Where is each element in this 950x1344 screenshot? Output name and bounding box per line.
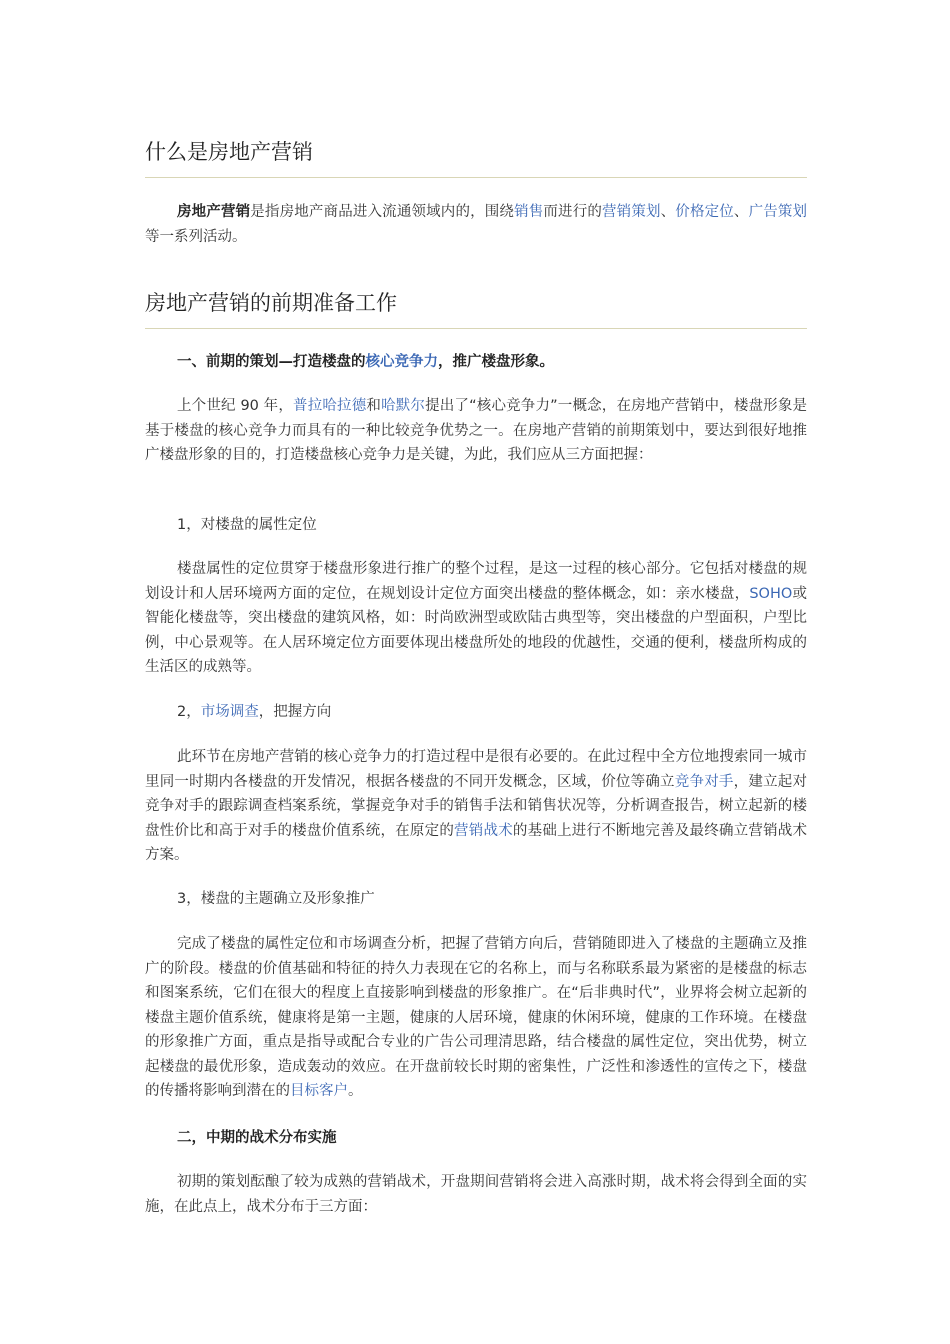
text: ，把握方向 [258, 704, 332, 720]
text: 、 [660, 204, 676, 220]
definition-paragraph [145, 200, 807, 249]
text: 和 [366, 398, 382, 414]
section-divider [145, 177, 807, 178]
link-hamel[interactable]: 哈默尔 [381, 398, 426, 414]
text: 是指房地产商品进入流通领域内的，围绕 [250, 204, 515, 220]
link-ad-planning[interactable]: 广告策划 [748, 204, 808, 220]
paragraph-mid-stage: 初期的策划酝酿了较为成熟的营销战术，开盘期间营销将会进入高涨时期，战术将会得到全面的实施，在此点上，战术分布于三方面： [145, 1174, 807, 1215]
paragraph-core-competence [145, 394, 807, 468]
text: 二，中期的战术分布实施 [177, 1130, 337, 1146]
text: 2， [177, 704, 201, 720]
text: ，推广楼盘形象。 [438, 354, 554, 370]
text: 而进行的 [543, 204, 603, 220]
text: 此环节在房地产营销的核心竞争力的打造过程中是很有必要的。在此过程中全方位地搜索同一城市里同一时期内各楼盘的开发情况，根据各楼盘的不同开发概念，区域，价位等确立 [145, 749, 807, 790]
text: 一、前期的策划—打造楼盘的 [177, 354, 366, 370]
item-3-heading: 3，楼盘的主题确立及形象推广 [177, 891, 375, 907]
paragraph-market-research [145, 745, 807, 868]
text: 、 [733, 204, 749, 220]
subheading-mid-stage [145, 1126, 807, 1151]
link-prahalad[interactable]: 普拉哈拉德 [293, 398, 367, 414]
text: 或智能化楼盘等，突出楼盘的建筑风格，如：时尚欧洲型或欧陆古典型等，突出楼盘的户型面积，户型比例，中心景观等。在人居环境定位方面要体现出楼盘所处的地段的优越性，交通的便利，楼盘所构成的生活区的成熟等。 [145, 585, 808, 675]
link-soho[interactable]: SOHO [749, 585, 793, 602]
term-bold: 房地产营销 [177, 204, 251, 220]
link-target-customers[interactable]: 目标客户 [290, 1083, 348, 1099]
link-price-positioning[interactable]: 价格定位 [675, 204, 734, 220]
text: 。 [348, 1083, 363, 1099]
text: ，建立起对竞争对手的跟踪调查档案系统，掌握竞争对手的销售手法和销售状况等，分析调查报告，树立起新的楼盘性价比和高于对手的楼盘价值系统，在原定的 [145, 773, 808, 839]
text: 的基础上进行不断地完善及最终确立营销战术方案。 [145, 822, 808, 863]
paragraph-theme-promotion [145, 932, 807, 1104]
link-marketing-tactics[interactable]: 营销战术 [454, 822, 513, 839]
link-competitor[interactable]: 竞争对手 [674, 773, 734, 790]
item-1-heading: 1，对楼盘的属性定位 [177, 517, 317, 533]
link-market-research[interactable]: 市场调查 [200, 704, 259, 720]
section-divider [145, 328, 807, 329]
subheading-early-planning [145, 350, 807, 375]
text: 上个世纪 90 年， [177, 398, 294, 414]
link-core-competence[interactable]: 核心竞争力 [365, 354, 438, 370]
text: 楼盘属性的定位贯穿于楼盘形象进行推广的整个过程，是这一过程的核心部分。它包括对楼盘的规划设计和人居环境两方面的定位，在规划设计定位方面突出楼盘的整体概念，如：亲水楼盘， [145, 561, 807, 602]
section-title-what-is-marketing: 什么是房地产营销 [145, 140, 313, 164]
link-sales[interactable]: 销售 [514, 204, 544, 220]
text: 提出了“核心竞争力”一概念，在房地产营销中，楼盘形象是基于楼盘的核心竞争力而具有的一种比较竞争优势之一。在房地产营销的前期策划中，要达到很好地推广楼盘形象的目的，打造楼盘核心竞争力是关键，为此，我们应从三方面把握： [145, 398, 808, 463]
paragraph-attribute-positioning [145, 557, 807, 680]
section-title-preparation: 房地产营销的前期准备工作 [145, 291, 397, 315]
text: 完成了楼盘的属性定位和市场调查分析，把握了营销方向后，营销随即进入了楼盘的主题确立及推广的阶段。楼盘的价值基础和特征的持久力表现在它的名称上，而与名称联系最为紧密的是楼盘的标志和图案系统，它们在很大的程度上直接影响到楼盘的形象推广。在“后非典时代”，业界将会树立起新的楼盘主题价值系统，健康将是第一主题，健康的人居环境，健康的休闲环境，健康的工作环境。在楼盘的形象推广方面，重点是指导或配合专业的广告公司理清思路，结合楼盘的属性定位，突出优势，树立起楼盘的最优形象，造成轰动的效应。在开盘前较长时期的密集性，广泛性和渗透性的宣传之下，楼盘的传播将影响到潜在的 [145, 936, 807, 1099]
text: 等一系列活动。 [145, 228, 247, 245]
item-2-heading [145, 700, 807, 725]
link-marketing-planning[interactable]: 营销策划 [602, 204, 661, 220]
